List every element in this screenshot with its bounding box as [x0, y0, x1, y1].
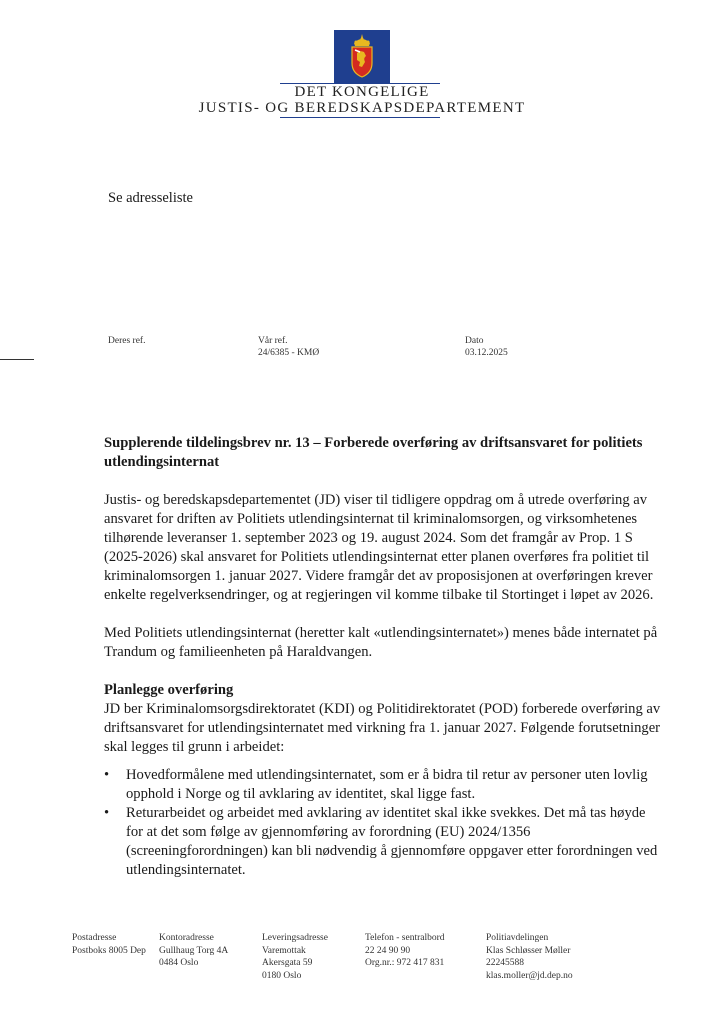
recipient: Se adresseliste [108, 190, 193, 206]
var-ref-value: 24/6385 - KMØ [258, 348, 320, 358]
fold-mark [0, 359, 34, 360]
footer-label: Telefon - sentralbord [365, 933, 445, 943]
footer-line: Varemottak [262, 945, 306, 956]
footer-line: Postboks 8005 Dep [72, 945, 146, 956]
bullet-icon: • [104, 767, 110, 783]
footer-line: 22245588 [486, 958, 524, 968]
norwegian-coat-of-arms-icon [347, 33, 377, 79]
footer-label: Postadresse [72, 933, 117, 943]
footer-line: Org.nr.: 972 417 831 [365, 958, 445, 968]
footer-telefon [365, 932, 445, 970]
deres-ref-label: Deres ref. [108, 336, 146, 346]
bullet-list [104, 766, 664, 880]
var-ref-label: Vår ref. [258, 336, 288, 346]
paragraph-definition: Med Politiets utlendingsinternat (heretter kalt «utlendingsinternatet») menes både internatet på Trandum og familieenheten på Haraldvangen. [104, 625, 658, 660]
list-item [104, 766, 664, 804]
list-item-text: Hovedformålene med utlendingsinternatet, som er å bidra til retur av personer uten lovlig opphold i Norge og til avklaring av identitet, skal ligge fast. [126, 767, 648, 802]
footer-line: Klas Schløsser Møller [486, 945, 571, 956]
footer-kontakt [486, 932, 573, 982]
section-paragraph: JD ber Kriminalomsorgsdirektoratet (KDI) og Politidirektoratet (POD) forberede overføring av driftsansvaret for utlendingsinternatet med virkning fra 1. januar 2027. Følgende forutsetninger skal legges til grunn i arbeidet: [104, 701, 661, 755]
footer-line: Akersgata 59 [262, 958, 313, 968]
footer-line: 22 24 90 90 [365, 945, 411, 956]
contact-email[interactable]: klas.moller@jd.dep.no [486, 970, 573, 981]
footer-line: 0484 Oslo [159, 958, 199, 968]
list-item [104, 804, 664, 880]
footer-label: Kontoradresse [159, 933, 214, 943]
footer-postadresse [72, 932, 146, 957]
logo-rule [280, 117, 440, 118]
letter-body [104, 434, 664, 880]
letter-title: Supplerende tildelingsbrev nr. 13 – Forberede overføring av driftsansvaret for politiets utlendingsinternat [104, 435, 643, 470]
footer-line: 0180 Oslo [262, 970, 302, 981]
paragraph-intro: Justis- og beredskapsdepartementet (JD) viser til tidligere oppdrag om å utrede overføring av ansvaret for driften av Politiets utlendingsinternat til kriminalomsorgen, og virksomhetenes tilhørende leveranser 1. september 2023 og 19. august 2024. Som det framgår av Prop. 1 S (2025-2026) skal ansvaret for Politiets utlendingsinternat etter planen overføres fra politiet til kriminalomsorgen 1. januar 2027. Videre framgår det av proposisjonen at overføringen krever enkelte regelverksendringer, og at regjeringen vil komme tilbake til Stortinget i løpet av 2026. [104, 492, 654, 603]
bullet-icon: • [104, 805, 110, 821]
footer-leveringsadresse [262, 932, 328, 982]
footer-label: Politiavdelingen [486, 933, 549, 943]
date-label: Dato [465, 336, 484, 346]
footer-kontoradresse [159, 932, 228, 970]
footer-label: Leveringsadresse [262, 933, 328, 943]
department-name-line1: DET KONGELIGE [294, 84, 430, 100]
department-name-line2: JUSTIS- OG BEREDSKAPSDEPARTEMENT [198, 100, 526, 116]
footer-line: Gullhaug Torg 4A [159, 945, 229, 956]
section-heading: Planlegge overføring [104, 682, 234, 698]
date-value: 03.12.2025 [465, 348, 508, 358]
list-item-text: Returarbeidet og arbeidet med avklaring av identitet skal ikke svekkes. Det må tas høyde for at det som følge av gjennomføring av forordning (EU) 2024/1356 (screeningforordningen) kan bli nødvendig å gjennomføre oppgaver etter forordningen ved utlendingsinternatet. [126, 805, 658, 878]
